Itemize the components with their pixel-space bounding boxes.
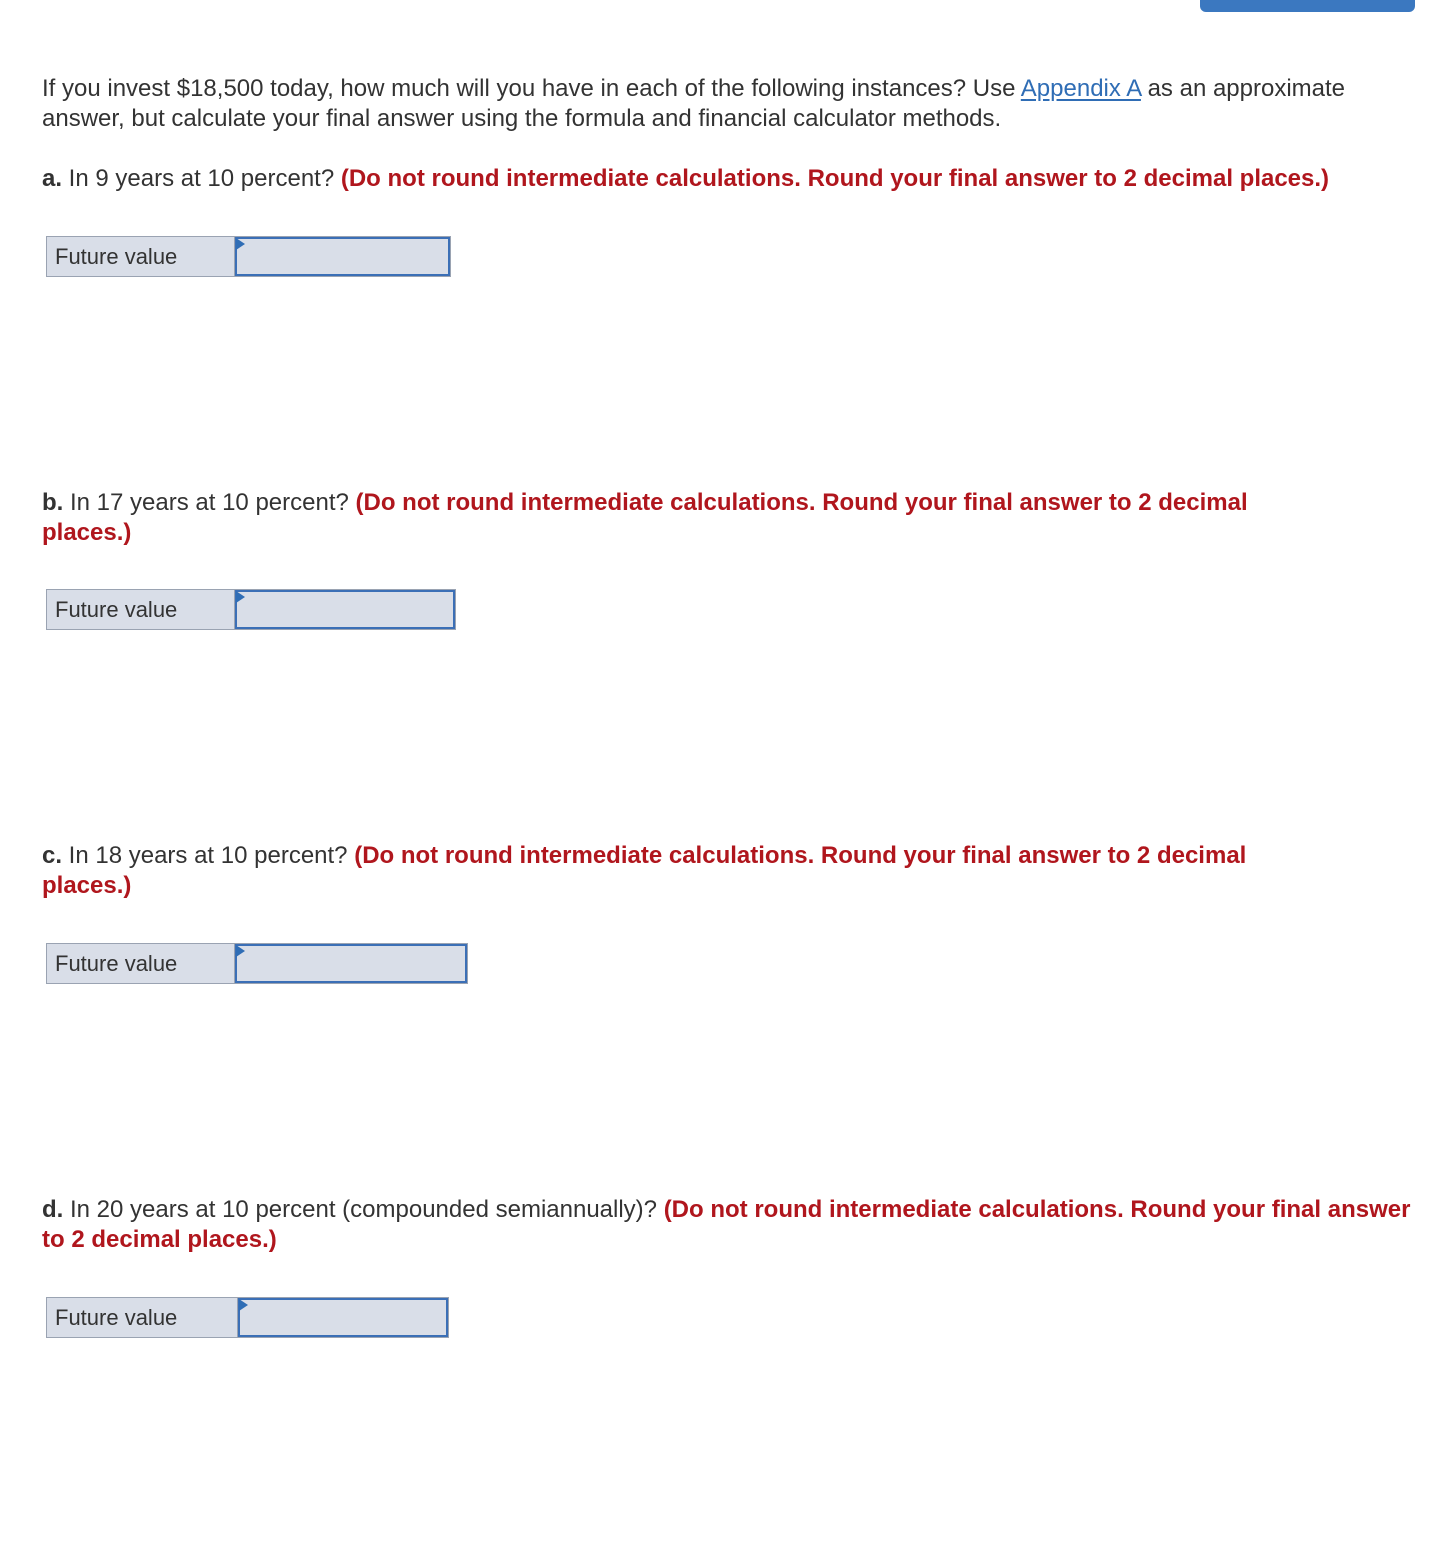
flag-icon — [236, 945, 245, 957]
future-value-input-c[interactable] — [237, 946, 465, 981]
question-instruction: (Do not round intermediate calculations. Round your final answer to 2 decimal places.) — [42, 842, 1247, 899]
intro-text-before: If you invest $18,500 today, how much will you have in each of the following instances? Use — [42, 75, 1021, 102]
question-instruction: (Do not round intermediate calculations. Round your final answer to 2 decimal places.) — [42, 489, 1248, 546]
future-value-input-a[interactable] — [237, 239, 448, 274]
question-intro — [42, 74, 1382, 134]
question-letter: d. — [42, 1196, 64, 1223]
question-text: In 18 years at 10 percent? — [62, 842, 355, 869]
question-letter: c. — [42, 842, 63, 869]
flag-icon — [239, 1299, 248, 1311]
question-instruction: (Do not round intermediate calculations. Round your final answer to 2 decimal places.) — [42, 1196, 1411, 1253]
answer-label: Future value — [47, 237, 235, 276]
question-letter: b. — [42, 489, 64, 516]
answer-label: Future value — [47, 1298, 238, 1337]
answer-row-b — [46, 589, 456, 630]
answer-field-d[interactable] — [238, 1298, 448, 1337]
answer-label: Future value — [47, 590, 235, 629]
answer-field-a[interactable] — [235, 237, 450, 276]
answer-row-c — [46, 943, 468, 984]
answer-field-b[interactable] — [235, 590, 455, 629]
question-a — [42, 164, 1422, 194]
question-text: In 20 years at 10 percent (compounded semiannually)? — [63, 1196, 664, 1223]
appendix-a-link[interactable]: Appendix A — [1020, 75, 1141, 102]
flag-icon — [236, 591, 245, 603]
top-action-button[interactable] — [1200, 0, 1415, 12]
question-c — [42, 841, 1342, 901]
answer-field-c[interactable] — [235, 944, 467, 983]
question-text: In 9 years at 10 percent? — [62, 165, 341, 192]
question-d — [42, 1195, 1427, 1255]
intro-text-after: as an approximate answer, but calculate your final answer using the formula and financial calculator methods. — [42, 75, 1346, 132]
answer-label: Future value — [47, 944, 235, 983]
question-b — [42, 488, 1342, 548]
question-letter: a. — [42, 165, 63, 192]
question-text: In 17 years at 10 percent? — [63, 489, 356, 516]
question-instruction: (Do not round intermediate calculations. Round your final answer to 2 decimal places.) — [340, 165, 1330, 192]
future-value-input-d[interactable] — [240, 1300, 446, 1335]
flag-icon — [236, 238, 245, 250]
answer-row-d — [46, 1297, 449, 1338]
answer-row-a — [46, 236, 451, 277]
future-value-input-b[interactable] — [237, 592, 453, 627]
